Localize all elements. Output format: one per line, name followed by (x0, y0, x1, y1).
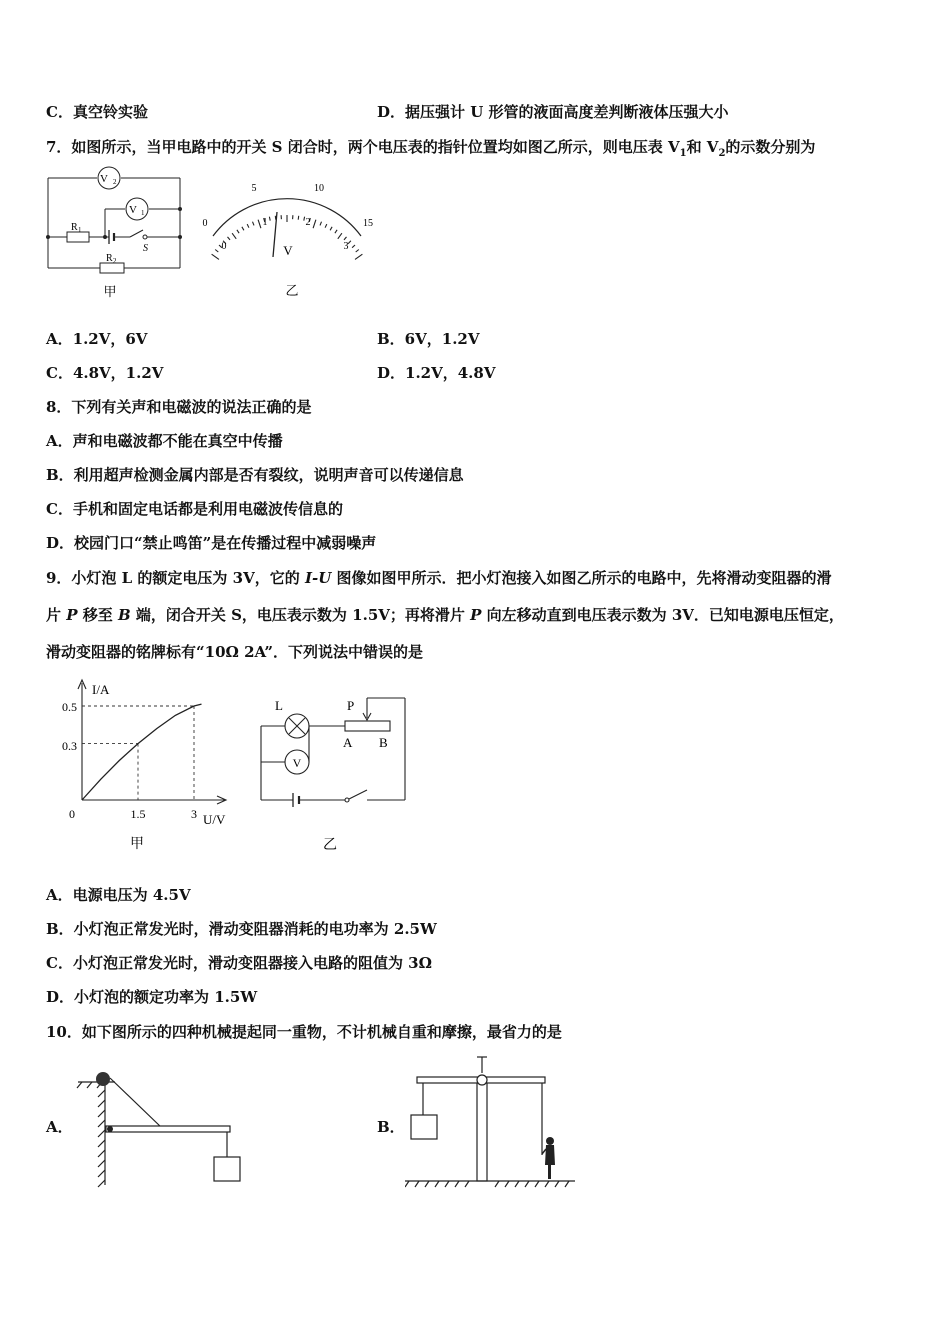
q9-option-a: A．电源电压为 4.5V (46, 886, 191, 904)
dial-tick (253, 222, 255, 226)
dial-tick (320, 222, 322, 226)
q10-figure-b-balance (405, 1055, 585, 1195)
q9-stem-line3: 滑动变阻器的铭牌标有“10Ω 2A”．下列说法中错误的是 (46, 643, 424, 661)
inner-tick-1: 1 (262, 217, 268, 228)
q9-l2-e: 端，闭合开关 S，电压表示数为 1.5V；再将滑片 (130, 606, 471, 624)
dial-tick (325, 224, 327, 228)
dial-tick (344, 237, 347, 240)
q10-label-b: B． (377, 1118, 405, 1136)
lamp-label: L (275, 698, 283, 713)
q7-caption-yi: 乙 (285, 283, 299, 298)
q9-l2-p: P (66, 606, 78, 624)
q7-voltmeter-dial (195, 175, 385, 305)
dial-tick (356, 250, 359, 253)
q9-caption-jia: 甲 (130, 837, 144, 852)
v1-sub: 1 (141, 209, 145, 217)
r2-label: R (106, 253, 113, 264)
q10-label-a: A． (46, 1118, 73, 1136)
outer-tick-10: 10 (314, 183, 324, 194)
q7-option-a: A．1.2V，6V (46, 330, 148, 348)
q8-option-d: D．校园门口“禁止鸣笛”是在传播过程中减弱噪声 (46, 534, 377, 552)
q9-l2-b: B (117, 606, 131, 624)
q7-sub1: 1 (679, 148, 687, 159)
q9-option-b: B．小灯泡正常发光时，滑动变阻器消耗的电功率为 2.5W (46, 920, 437, 938)
voltmeter-label: V (292, 756, 302, 770)
dial-tick (212, 254, 219, 259)
dial-tick (304, 217, 305, 221)
iu-ytick-0.5: 0.5 (62, 700, 77, 714)
q9-l2-p2: P (470, 606, 482, 624)
switch-label: S (143, 243, 148, 254)
outer-tick-0: 0 (202, 218, 208, 229)
q6-option-c: C．真空铃实验 (46, 103, 148, 121)
outer-tick-15: 15 (363, 218, 373, 229)
dial-tick (258, 220, 261, 229)
v2-sub: 2 (113, 178, 117, 186)
q9-stem-line2 (46, 605, 844, 625)
r2-sub: 2 (113, 257, 117, 265)
q7-stem-c: 的示数分别为 (725, 138, 816, 156)
q8-option-b: B．利用超声检测金属内部是否有裂纹，说明声音可以传递信息 (46, 466, 464, 484)
terminal-b-label: B (379, 735, 388, 750)
outer-tick-5: 5 (251, 183, 257, 194)
dial-tick (242, 227, 244, 231)
q6-option-d: D．据压强计 U 形管的液面高度差判断液体压强大小 (377, 103, 729, 121)
q9-option-c: C．小灯泡正常发光时，滑动变阻器接入电路的阻值为 3Ω (46, 954, 432, 972)
dial-tick (232, 233, 236, 239)
q9-l1-c: 图像如图甲所示．把小灯泡接入如图乙所示的电路中，先将滑动变阻器的滑 (331, 569, 832, 587)
dial-tick (228, 237, 231, 240)
dial-unit: V (283, 243, 293, 258)
r1-sub: 1 (78, 226, 82, 234)
q7-caption-jia: 甲 (103, 284, 117, 299)
q8-option-a: A．声和电磁波都不能在真空中传播 (46, 432, 283, 450)
dial-tick (335, 230, 337, 233)
iu-curve-line (82, 704, 202, 800)
q7-stem (46, 137, 815, 164)
iu-xlabel: U/V (203, 812, 226, 827)
q9-iu-graph (55, 675, 245, 860)
q7-option-d: D．1.2V，4.8V (377, 364, 496, 382)
q9-l2-a: 片 (46, 606, 67, 624)
iu-xtick-0: 0 (69, 807, 75, 821)
iu-xtick-1.5: 1.5 (130, 807, 146, 821)
dial-tick (352, 245, 355, 248)
terminal-a-label: A (343, 735, 353, 750)
q9-l1-a: 9．小灯泡 L 的额定电压为 3V，它的 (46, 569, 305, 587)
dial-tick (298, 216, 299, 220)
dial-tick (348, 241, 351, 244)
inner-tick-0: 0 (221, 241, 227, 252)
dial-tick (313, 220, 316, 229)
r1-label: R (71, 222, 78, 233)
iu-xtick-3: 3 (191, 807, 197, 821)
inner-tick-3: 3 (343, 241, 349, 252)
q9-l2-g: 向左移动直到电压表示数为 3V．已知电源电压恒定， (481, 606, 844, 624)
q7-stem-a: 7．如图所示，当甲电路中的开关 S 闭合时，两个电压表的指针位置均如图乙所示，则电压表 V (46, 138, 680, 156)
inner-tick-2: 2 (305, 217, 311, 228)
dial-tick (338, 233, 342, 239)
dial-tick (247, 224, 249, 228)
q9-stem-line1 (46, 568, 832, 588)
iu-ylabel: I/A (92, 682, 110, 697)
dial-tick (269, 217, 270, 221)
q9-option-d: D．小灯泡的额定功率为 1.5W (46, 988, 258, 1006)
slider-p-label: P (347, 698, 355, 713)
dial-tick (237, 230, 239, 233)
q9-circuit-diagram (255, 690, 415, 860)
q7-stem-b: 和 V (686, 138, 719, 156)
dial-tick (330, 227, 332, 231)
iu-ytick-0.3: 0.3 (62, 739, 77, 753)
q9-l1-iu: I-U (304, 569, 332, 587)
q7-option-c: C．4.8V，1.2V (46, 364, 164, 382)
v2-label: V (100, 173, 108, 185)
dial-tick (215, 250, 218, 253)
dial-tick (355, 254, 362, 259)
q10-figure-a-lever (70, 1060, 260, 1195)
q9-caption-yi: 乙 (323, 838, 337, 853)
v1-label: V (129, 204, 137, 216)
q8-stem: 8．下列有关声和电磁波的说法正确的是 (46, 398, 312, 416)
q7-circuit-diagram (40, 165, 190, 305)
q7-option-b: B．6V，1.2V (377, 330, 480, 348)
q9-l2-c: 移至 (77, 606, 118, 624)
q10-stem: 10．如下图所示的四种机械提起同一重物，不计机械自重和摩擦，最省力的是 (46, 1023, 562, 1041)
q8-option-c: C．手机和固定电话都是利用电磁波传信息的 (46, 500, 343, 518)
q7-sub2: 2 (718, 148, 726, 159)
